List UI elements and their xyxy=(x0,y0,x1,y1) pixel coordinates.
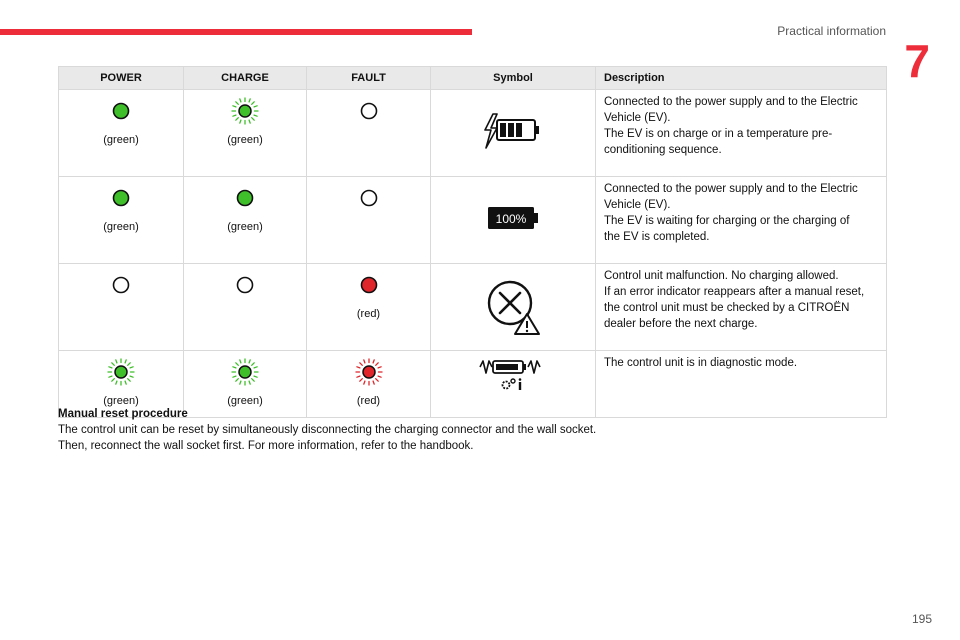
power-indicator xyxy=(59,177,183,259)
description-cell: Connected to the power supply and to the Electric Vehicle (EV). The EV is on charge or in a temperature pre- conditioning sequence. xyxy=(596,90,887,177)
charge-indicator xyxy=(184,90,306,172)
manual-reset-heading: Manual reset procedure xyxy=(58,408,188,420)
table-row xyxy=(59,177,887,264)
led-red-flashing-icon xyxy=(355,358,383,386)
manual-reset-paragraph: Then, reconnect the wall socket first. For more information, refer to the handbook. xyxy=(58,440,474,452)
led-off-icon xyxy=(107,271,135,299)
fault-warning-icon xyxy=(483,276,543,338)
table-row xyxy=(59,90,887,177)
charge-indicator xyxy=(184,177,306,259)
indicator-color-label: (green) xyxy=(103,221,139,233)
fault-indicator xyxy=(307,351,430,413)
led-red-on-icon xyxy=(355,271,383,299)
fault-indicator xyxy=(307,177,430,259)
power-indicator xyxy=(59,264,183,346)
led-off-icon xyxy=(355,97,383,125)
led-green-flashing-icon xyxy=(107,358,135,386)
fault-indicator xyxy=(307,264,430,346)
battery-percent-label: 100% xyxy=(495,212,527,226)
description-cell: The control unit is in diagnostic mode. xyxy=(596,351,887,418)
table-row xyxy=(59,264,887,351)
accent-bar xyxy=(0,29,472,35)
indicator-color-label: (green) xyxy=(103,134,139,146)
indicator-table xyxy=(58,66,886,418)
page-number: 195 xyxy=(911,612,932,626)
diagnostic-mode-icon xyxy=(478,355,548,395)
column-header-symbol: Symbol xyxy=(431,67,596,90)
chapter-number: 7 xyxy=(904,35,930,87)
power-indicator xyxy=(59,351,183,413)
led-off-icon xyxy=(355,184,383,212)
description-cell: Control unit malfunction. No charging allowed. If an error indicator reappears after a manual reset, the control unit must be checked by a CITROËN dealer before the next charge. xyxy=(596,264,887,351)
led-green-on-icon xyxy=(231,184,259,212)
indicator-color-label: (green) xyxy=(227,134,263,146)
indicator-color-label: (green) xyxy=(227,221,263,233)
indicator-color-label: (red) xyxy=(356,308,381,320)
led-green-on-icon xyxy=(107,184,135,212)
section-title: Practical information xyxy=(777,24,886,38)
led-green-on-icon xyxy=(107,97,135,125)
description-cell: Connected to the power supply and to the Electric Vehicle (EV). The EV is waiting for charging or the charging of the EV is completed. xyxy=(596,177,887,264)
led-green-flashing-icon xyxy=(231,97,259,125)
led-off-icon xyxy=(231,271,259,299)
column-header-charge: CHARGE xyxy=(184,67,307,90)
column-header-power: POWER xyxy=(59,67,184,90)
manual-reset-section xyxy=(58,406,888,454)
manual-reset-paragraph: The control unit can be reset by simultaneously disconnecting the charging connector and the wall socket. xyxy=(58,424,597,436)
charge-indicator xyxy=(184,264,306,346)
fault-indicator xyxy=(307,90,430,172)
column-header-fault: FAULT xyxy=(307,67,431,90)
indicator-color-label: (green) xyxy=(227,395,263,407)
column-header-description: Description xyxy=(596,67,887,90)
battery-full-icon xyxy=(486,205,540,231)
led-green-flashing-icon xyxy=(231,358,259,386)
table-header-row xyxy=(59,67,887,90)
battery-charging-icon xyxy=(483,108,543,154)
charge-indicator xyxy=(184,351,306,413)
indicator-color-label: (red) xyxy=(356,395,381,407)
indicator-color-label: (green) xyxy=(103,395,139,407)
power-indicator xyxy=(59,90,183,172)
